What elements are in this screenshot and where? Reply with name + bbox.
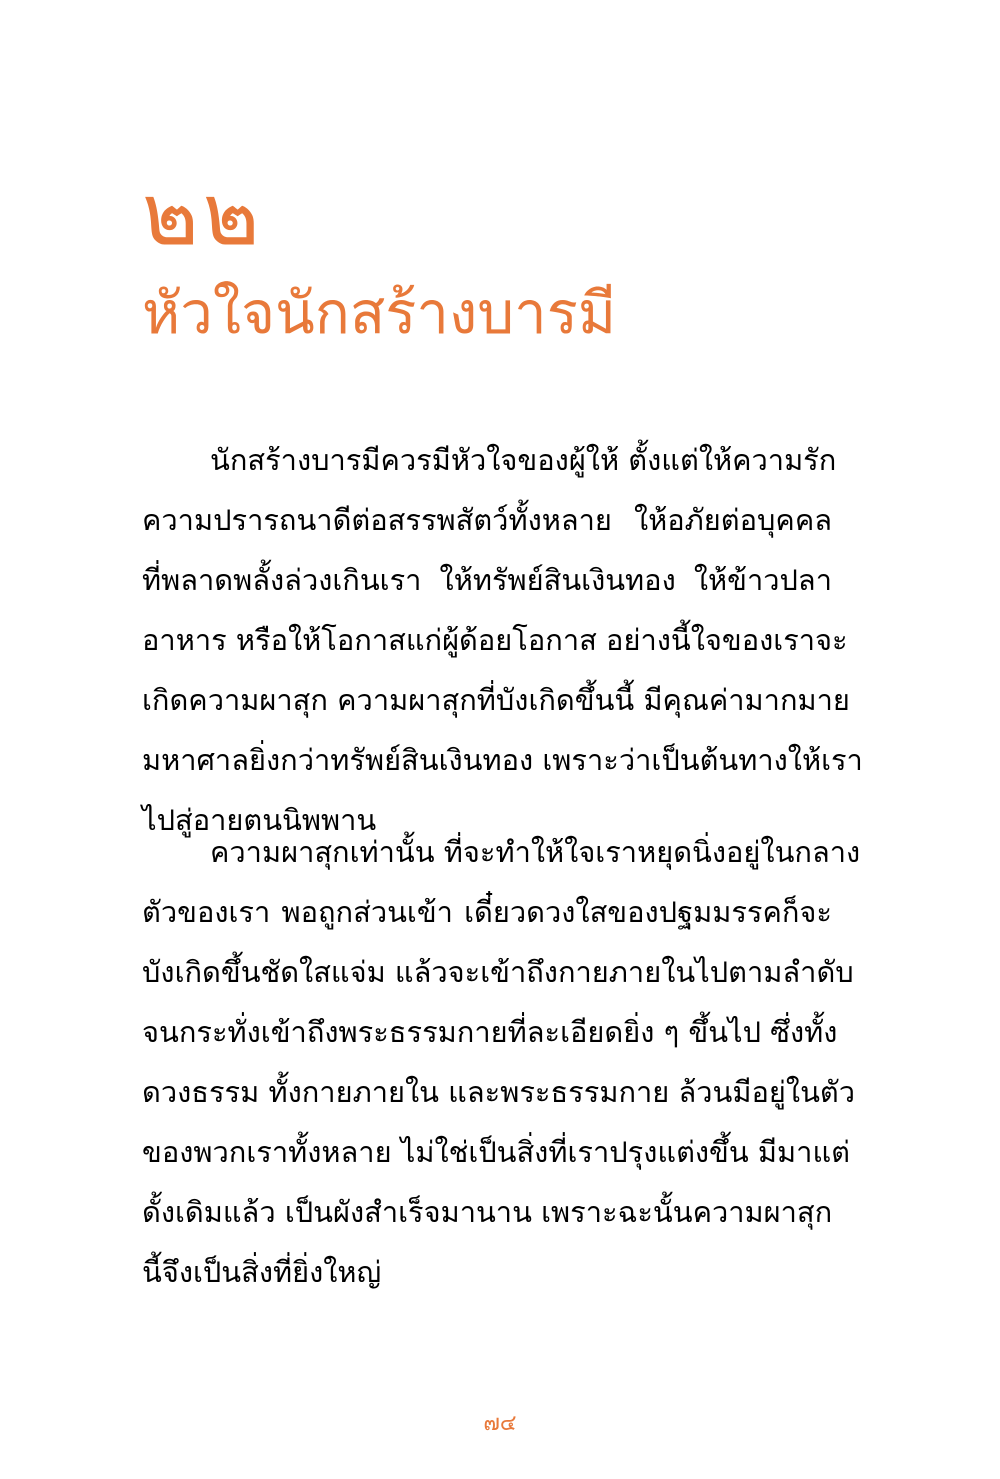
text-line: เกิดความผาสุก ความผาสุกที่บังเกิดขึ้นนี้ มีคุณค่ามากมาย (142, 683, 850, 717)
text-line: ความผาสุกเท่านั้น ที่จะทำให้ใจเราหยุดนิ่งอยู่ในกลาง (210, 835, 861, 869)
chapter-title: หัวใจนักสร้างบารมี (142, 279, 617, 347)
text-line: จนกระทั่งเข้าถึงพระธรรมกายที่ละเอียดยิ่ง ๆ ขึ้นไป ซึ่งทั้ง (142, 1015, 838, 1049)
paragraph (142, 822, 861, 1302)
text-line: ไปสู่อายตนนิพพาน (142, 803, 377, 837)
paragraph (142, 430, 863, 850)
text-line: นักสร้างบารมีควรมีหัวใจของผู้ให้ ตั้งแต่ให้ความรัก (210, 443, 837, 477)
text-line: นี้จึงเป็นสิ่งที่ยิ่งใหญ่ (142, 1255, 382, 1289)
text-line: ความปรารถนาดีต่อสรรพสัตว์ทั้งหลาย ให้อภัยต่อบุคคล (142, 503, 832, 537)
page-number: ๗๔ (483, 1411, 517, 1436)
text-line: ตัวของเรา พอถูกส่วนเข้า เดี๋ยวดวงใสของปฐมมรรคก็จะ (142, 895, 832, 929)
text-line: ที่พลาดพลั้งล่วงเกินเรา ให้ทรัพย์สินเงินทอง ให้ข้าวปลา (142, 563, 832, 597)
chapter-number: ๒๒ (142, 165, 264, 265)
text-line: ดั้งเดิมแล้ว เป็นผังสำเร็จมานาน เพราะฉะนั้นความผาสุก (142, 1195, 833, 1229)
text-line: บังเกิดขึ้นชัดใสแจ่ม แล้วจะเข้าถึงกายภายในไปตามลำดับ (142, 955, 854, 989)
text-line: ดวงธรรม ทั้งกายภายใน และพระธรรมกาย ล้วนมีอยู่ในตัว (142, 1075, 856, 1109)
text-line: อาหาร หรือให้โอกาสแก่ผู้ด้อยโอกาส อย่างนี้ใจของเราจะ (142, 623, 848, 657)
text-line: มหาศาลยิ่งกว่าทรัพย์สินเงินทอง เพราะว่าเป็นต้นทางให้เรา (142, 743, 863, 777)
text-line: ของพวกเราทั้งหลาย ไม่ใช่เป็นสิ่งที่เราปรุงแต่งขึ้น มีมาแต่ (142, 1135, 850, 1169)
